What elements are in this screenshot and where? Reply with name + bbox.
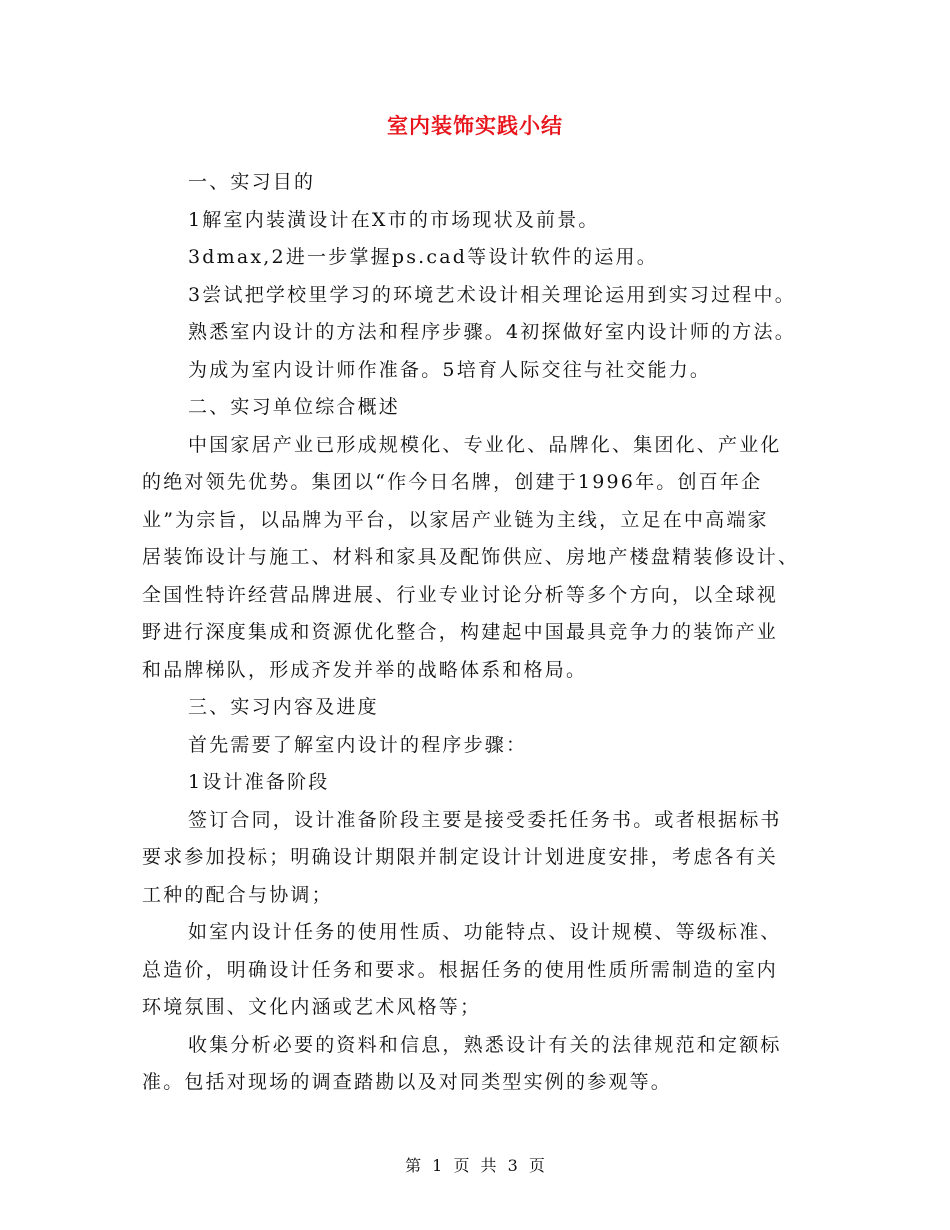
text-line: 熟悉室内设计的方法和程序步骤。4初探做好室内设计师的方法。: [188, 321, 796, 343]
text-line: 的绝对领先优势。集团以“作今日名牌，创建于1996年。创百年企: [142, 471, 763, 493]
document-body: [142, 164, 810, 1102]
text-line: 业”为宗旨，以品牌为平台，以家居产业链为主线，立足在中高端家: [142, 508, 769, 531]
text-line: 和品牌梯队，形成齐发并举的战略体系和格局。: [142, 658, 588, 681]
text-line: 环境氛围、文化内涵或艺术风格等；: [142, 996, 482, 1018]
text-line: 收集分析必要的资料和信息，熟悉设计有关的法律规范和定额标: [188, 1033, 782, 1056]
text-line: 如室内设计任务的使用性质、功能特点、设计规模、等级标准、: [188, 921, 782, 943]
text-line: 1解室内装潢设计在X市的市场现状及前景。: [188, 208, 600, 231]
text-line: 3尝试把学校里学习的环境艺术设计相关理论运用到实习过程中。: [188, 283, 796, 306]
text-line: 中国家居产业已形成规模化、专业化、品牌化、集团化、产业化: [188, 433, 782, 456]
text-line: 一、实习目的: [188, 171, 316, 193]
text-line: 二、实习单位综合概述: [188, 396, 401, 418]
text-line: 签订合同，设计准备阶段主要是接受委托任务书。或者根据标书: [188, 808, 782, 831]
text-line: 为成为室内设计师作准备。5培育人际交往与社交能力。: [188, 358, 712, 381]
text-line: 1设计准备阶段: [188, 771, 330, 793]
document-title: 室内装饰实践小结: [387, 114, 563, 138]
text-line: 首先需要了解室内设计的程序步骤：: [188, 733, 528, 756]
page-footer: 第 1 页 共 3 页: [405, 1156, 545, 1175]
text-line: 工种的配合与协调；: [142, 883, 333, 906]
text-line: 准。包括对现场的调查踏勘以及对同类型实例的参观等。: [142, 1071, 673, 1093]
text-line: 全国性特许经营品牌进展、行业专业讨论分析等多个方向，以全球视: [142, 583, 779, 606]
text-line: 野进行深度集成和资源优化整合，构建起中国最具竞争力的装饰产业: [142, 621, 779, 643]
text-line: 要求参加投标；明确设计期限并制定设计计划进度安排，考虑各有关: [142, 846, 779, 868]
text-line: 三、实习内容及进度: [188, 696, 379, 718]
text-line: 3dmax,2进一步掌握ps.cad等设计软件的运用。: [188, 246, 658, 268]
text-line: 总造价，明确设计任务和要求。根据任务的使用性质所需制造的室内: [142, 958, 779, 981]
text-line: 居装饰设计与施工、材料和家具及配饰供应、房地产楼盘精装修设计、: [142, 546, 800, 568]
